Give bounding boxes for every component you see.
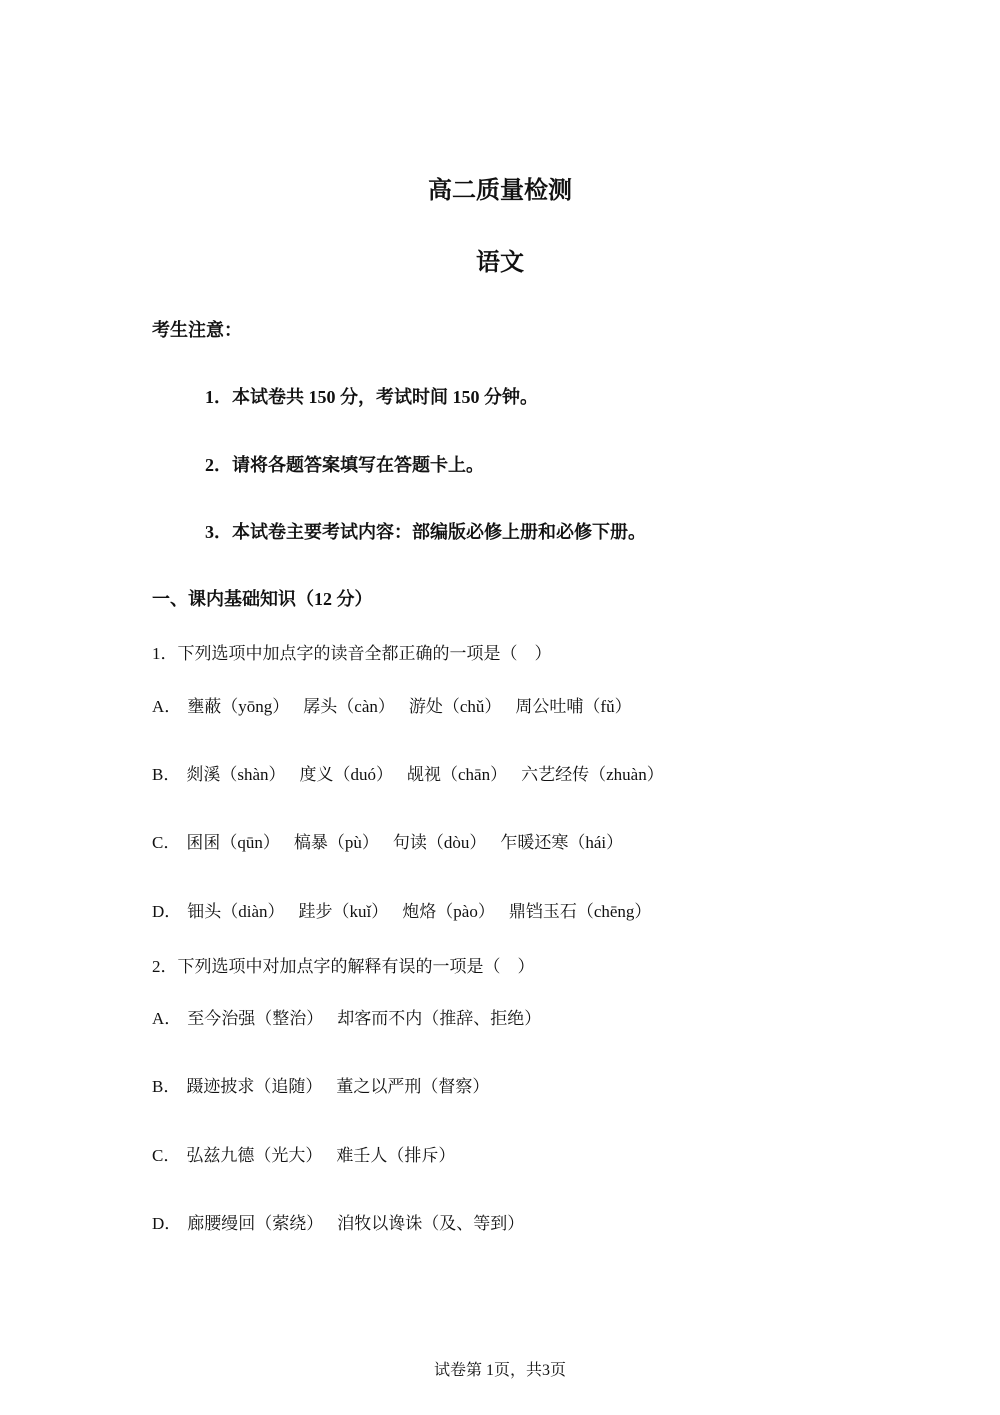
- question-1-option-c: [152, 828, 637, 853]
- subject-title: 语文: [476, 248, 524, 276]
- option-item: 钿头（diàn）: [187, 902, 285, 921]
- notice-item-3: 3．本试卷主要考试内容：部编版必修上册和必修下册。: [205, 522, 646, 542]
- option-item: 囷囷（qūn）: [186, 833, 280, 852]
- question-1-option-d: [152, 897, 665, 922]
- option-item: 蹑迹披求（追随）: [186, 1077, 323, 1096]
- option-letter: B．: [152, 765, 181, 784]
- option-item: 槁暴（pù）: [293, 833, 379, 852]
- option-item: 廊腰缦回（萦绕）: [187, 1214, 324, 1233]
- option-letter: B．: [152, 1077, 181, 1096]
- question-1-stem: 1．下列选项中加点字的读音全都正确的一项是（ ）: [152, 644, 552, 663]
- option-item: 至今治强（整治）: [187, 1009, 324, 1028]
- option-item: 难壬人（排斥）: [336, 1146, 456, 1165]
- option-item: 孱头（càn）: [303, 697, 395, 716]
- question-1-option-a: [152, 692, 646, 717]
- option-letter: C．: [152, 833, 181, 852]
- option-letter: A．: [152, 697, 182, 716]
- notice-item-1: 1．本试卷共 150 分，考试时间 150 分钟。: [205, 387, 538, 407]
- notice-heading: 考生注意：: [152, 320, 242, 341]
- option-item: 洎牧以谗诛（及、等到）: [337, 1214, 525, 1233]
- page-title: 高二质量检测: [428, 176, 572, 204]
- option-item: 觇视（chān）: [407, 765, 508, 784]
- option-item: 句读（dòu）: [392, 833, 487, 852]
- option-item: 周公吐哺（fǔ）: [515, 697, 632, 716]
- option-item: 六艺经传（zhuàn）: [521, 765, 664, 784]
- question-2-stem: 2．下列选项中对加点字的解释有误的一项是（ ）: [152, 957, 535, 976]
- option-letter: C．: [152, 1146, 181, 1165]
- question-2-option-d: [152, 1209, 538, 1234]
- option-item: 剡溪（shàn）: [186, 765, 286, 784]
- option-item: 跬步（kuǐ）: [298, 902, 389, 921]
- question-2-option-b: [152, 1072, 503, 1097]
- page-footer: 试卷第 1页，共3页: [433, 1362, 566, 1379]
- option-item: 鼎铛玉石（chēng）: [508, 902, 652, 921]
- option-letter: A．: [152, 1009, 182, 1028]
- section-title: 一、课内基础知识（12 分）: [152, 589, 373, 609]
- option-letter: D．: [152, 902, 182, 921]
- question-2-option-a: [152, 1004, 555, 1029]
- option-item: 却客而不内（推辞、拒绝）: [337, 1009, 542, 1028]
- option-item: 乍暖还寒（hái）: [500, 833, 624, 852]
- option-item: 弘兹九德（光大）: [186, 1146, 323, 1165]
- notice-item-2: 2．请将各题答案填写在答题卡上。: [205, 455, 484, 475]
- option-item: 壅蔽（yōng）: [187, 697, 290, 716]
- option-item: 游处（chǔ）: [408, 697, 502, 716]
- option-item: 董之以严刑（督察）: [336, 1077, 490, 1096]
- option-item: 度义（duó）: [299, 765, 394, 784]
- question-2-option-c: [152, 1141, 469, 1166]
- option-letter: D．: [152, 1214, 182, 1233]
- question-1-option-b: [152, 760, 678, 785]
- option-item: 炮烙（pào）: [402, 902, 495, 921]
